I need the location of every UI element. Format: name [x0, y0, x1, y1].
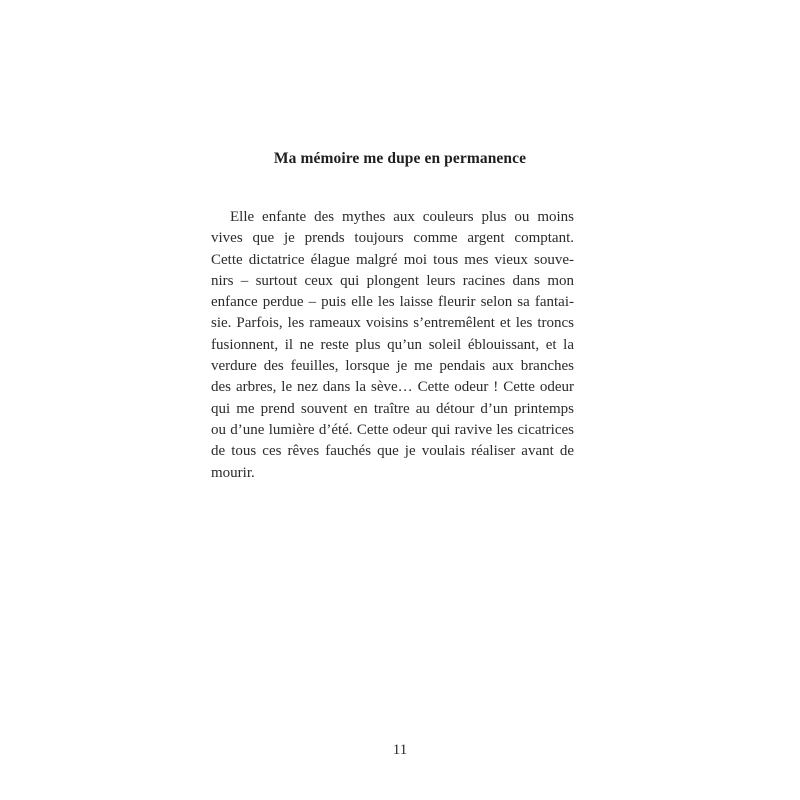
chapter-title: Ma mémoire me dupe en permanence — [273, 150, 527, 167]
paragraph-line: des arbres, le nez dans la sève… Cette odeur ! Cette odeur — [211, 379, 574, 396]
paragraph-line: de tous ces rêves fauchés que je voulais réaliser avant de — [211, 443, 574, 460]
body-paragraph — [211, 207, 574, 484]
paragraph-line: sie. Parfois, les rameaux voisins s’entremêlent et les troncs — [211, 315, 574, 332]
paragraph-line: mourir. — [211, 464, 255, 481]
paragraph-line: vives que je prends toujours comme argent comptant. — [211, 230, 574, 247]
page-number: 11 — [392, 742, 408, 758]
paragraph-line: Elle enfante des mythes aux couleurs plus ou moins — [230, 209, 574, 225]
paragraph-line: nirs – surtout ceux qui plongent leurs racines dans mon — [211, 272, 574, 289]
paragraph-line: ou d’une lumière d’été. Cette odeur qui ravive les cicatrices — [211, 421, 574, 438]
paragraph-line: qui me prend souvent en traître au détour d’un printemps — [211, 400, 574, 417]
paragraph-line: enfance perdue – puis elle les laisse fleurir selon sa fantai- — [211, 294, 574, 311]
paragraph-line: Cette dictatrice élague malgré moi tous mes vieux souve- — [211, 251, 574, 268]
paragraph-line: verdure des feuilles, lorsque je me pendais aux branches — [211, 358, 574, 375]
paragraph-line: fusionnent, il ne reste plus qu’un soleil éblouissant, et la — [211, 336, 574, 353]
